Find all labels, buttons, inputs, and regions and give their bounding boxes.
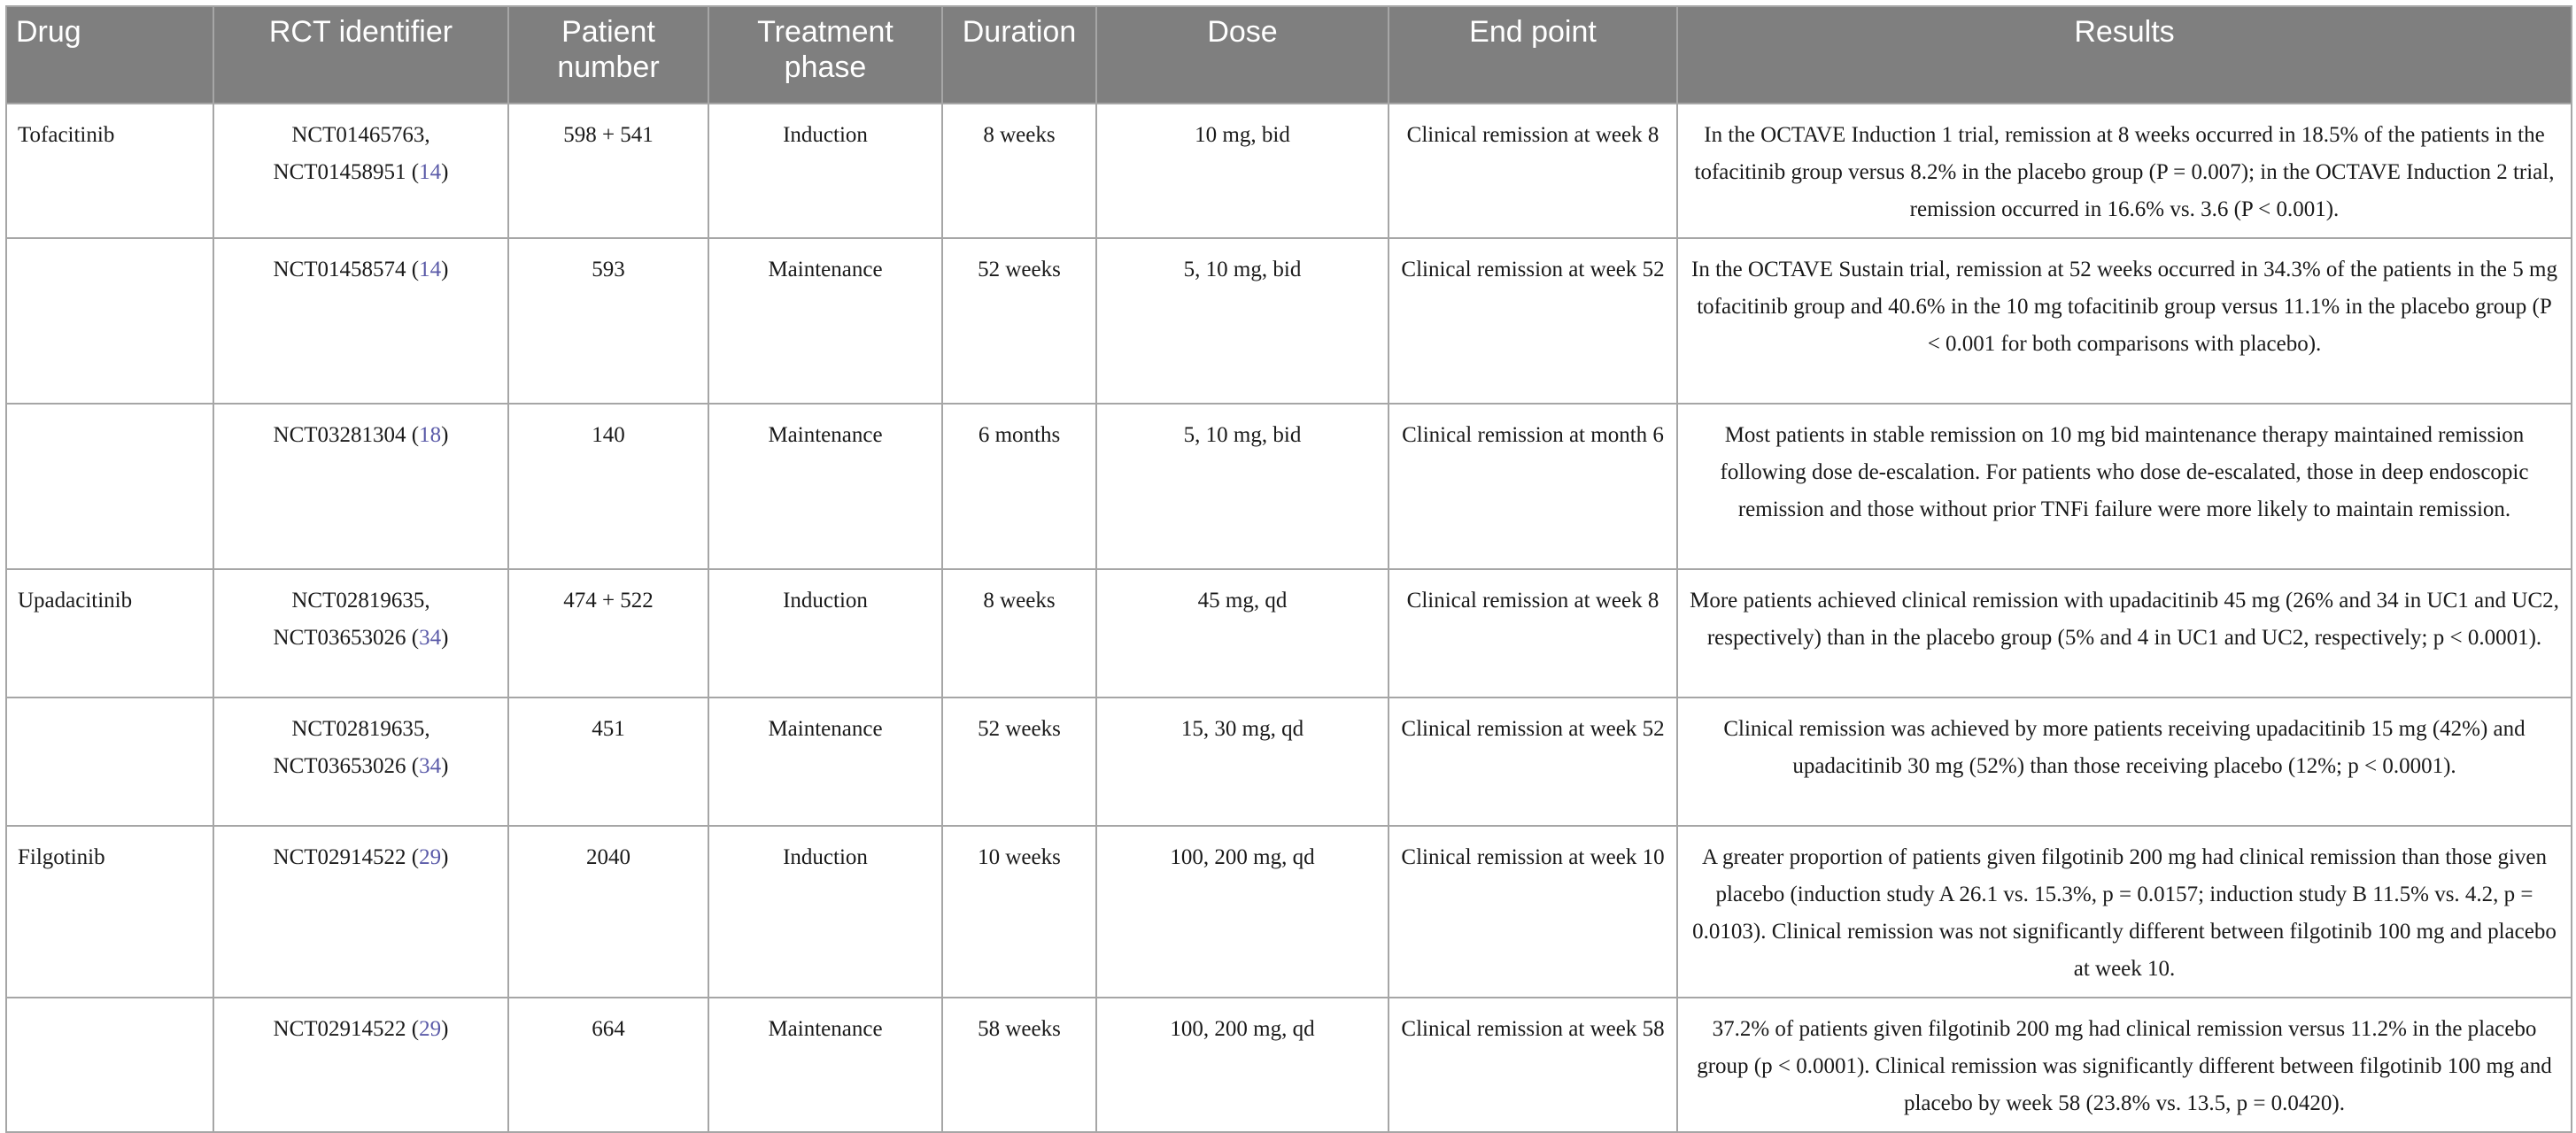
rct-id-text: NCT01458574 (: [273, 258, 420, 281]
patient-number-cell: 664: [508, 998, 708, 1132]
results-cell: In the OCTAVE Induction 1 trial, remission at 8 weeks occurred in 18.5% of the patients in the tofacitinib group versus 8.2% in the placebo group (P = 0.007); in the OCTAVE Induction 2 trial, remission occurred in 16.6% vs. 3.6 (P < 0.001).: [1677, 104, 2572, 238]
duration-cell: 58 weeks: [942, 998, 1096, 1132]
rct-id-text: NCT01465763, NCT01458951 (: [273, 123, 430, 184]
drug-cell: Tofacitinib: [6, 104, 213, 238]
rct-identifier-cell: [213, 238, 508, 404]
results-cell: More patients achieved clinical remission with upadacitinib 45 mg (26% and 34 in UC1 and UC2, respectively) than in the placebo group (5% and 4 in UC1 and UC2, respectively; p < 0.0001).: [1677, 569, 2572, 698]
treatment-phase-cell: Induction: [708, 569, 942, 698]
end-point-cell: Clinical remission at week 52: [1389, 698, 1677, 826]
rct-id-text: NCT03281304 (: [273, 423, 420, 447]
duration-cell: 52 weeks: [942, 698, 1096, 826]
rct-id-close: ): [441, 845, 449, 869]
dose-cell: 5, 10 mg, bid: [1096, 404, 1389, 569]
rct-id-text: NCT02914522 (: [273, 845, 420, 869]
header-end-point: End point: [1389, 6, 1677, 104]
dose-cell: 100, 200 mg, qd: [1096, 998, 1389, 1132]
table-row: [6, 404, 2572, 569]
header-row: [6, 6, 2572, 104]
end-point-cell: Clinical remission at week 8: [1389, 569, 1677, 698]
header-treatment-phase: Treatment phase: [708, 6, 942, 104]
reference-link[interactable]: 14: [419, 160, 442, 184]
treatment-phase-cell: Maintenance: [708, 404, 942, 569]
reference-link[interactable]: 34: [419, 626, 442, 650]
results-cell: Most patients in stable remission on 10 mg bid maintenance therapy maintained remission following dose de-escalation. For patients who dose de-escalated, those in deep endoscopic remission and those without prior TNFi failure were more likely to maintain remission.: [1677, 404, 2572, 569]
drug-cell: Filgotinib: [6, 826, 213, 998]
treatment-phase-cell: Maintenance: [708, 238, 942, 404]
rct-id-close: ): [441, 160, 449, 184]
rct-id-close: ): [441, 258, 449, 281]
drug-cell: [6, 238, 213, 404]
table-row: [6, 104, 2572, 238]
end-point-cell: Clinical remission at week 8: [1389, 104, 1677, 238]
end-point-cell: Clinical remission at week 10: [1389, 826, 1677, 998]
header-dose: Dose: [1096, 6, 1389, 104]
rct-id-close: ): [441, 626, 449, 650]
duration-cell: 8 weeks: [942, 104, 1096, 238]
rct-identifier-cell: [213, 569, 508, 698]
rct-identifier-cell: [213, 998, 508, 1132]
reference-link[interactable]: 34: [419, 754, 442, 778]
header-rct-identifier: RCT identifier: [213, 6, 508, 104]
table-row: [6, 998, 2572, 1132]
end-point-cell: Clinical remission at month 6: [1389, 404, 1677, 569]
results-cell: In the OCTAVE Sustain trial, remission at 52 weeks occurred in 34.3% of the patients in the 5 mg tofacitinib group and 40.6% in the 10 mg tofacitinib group versus 11.1% in the placebo group (P < 0.001 for both comparisons with placebo).: [1677, 238, 2572, 404]
rct-identifier-cell: [213, 104, 508, 238]
drug-cell: Upadacitinib: [6, 569, 213, 698]
header-patient-number: Patient number: [508, 6, 708, 104]
reference-link[interactable]: 14: [419, 258, 442, 281]
dose-cell: 100, 200 mg, qd: [1096, 826, 1389, 998]
treatment-phase-cell: Induction: [708, 826, 942, 998]
rct-id-text: NCT02819635, NCT03653026 (: [273, 717, 430, 778]
header-drug: Drug: [6, 6, 213, 104]
patient-number-cell: 2040: [508, 826, 708, 998]
table-row: [6, 238, 2572, 404]
patient-number-cell: 598 + 541: [508, 104, 708, 238]
reference-link[interactable]: 29: [419, 1017, 442, 1041]
drug-cell: [6, 998, 213, 1132]
patient-number-cell: 474 + 522: [508, 569, 708, 698]
duration-cell: 10 weeks: [942, 826, 1096, 998]
results-cell: 37.2% of patients given filgotinib 200 mg had clinical remission versus 11.2% in the placebo group (p < 0.0001). Clinical remission was significantly different between filgotinib 100 mg and placebo by week 58 (23.8% vs. 13.5, p = 0.0420).: [1677, 998, 2572, 1132]
reference-link[interactable]: 18: [419, 423, 442, 447]
patient-number-cell: 140: [508, 404, 708, 569]
dose-cell: 10 mg, bid: [1096, 104, 1389, 238]
patient-number-cell: 593: [508, 238, 708, 404]
rct-identifier-cell: [213, 404, 508, 569]
rct-identifier-cell: [213, 826, 508, 998]
treatment-phase-cell: Maintenance: [708, 998, 942, 1132]
table-row: [6, 698, 2572, 826]
rct-id-text: NCT02914522 (: [273, 1017, 420, 1041]
results-cell: Clinical remission was achieved by more patients receiving upadacitinib 15 mg (42%) and upadacitinib 30 mg (52%) than those receiving placebo (12%; p < 0.0001).: [1677, 698, 2572, 826]
header-duration: Duration: [942, 6, 1096, 104]
table-row: [6, 569, 2572, 698]
header-results: Results: [1677, 6, 2572, 104]
rct-id-close: ): [441, 1017, 449, 1041]
end-point-cell: Clinical remission at week 52: [1389, 238, 1677, 404]
treatment-phase-cell: Maintenance: [708, 698, 942, 826]
dose-cell: 45 mg, qd: [1096, 569, 1389, 698]
dose-cell: 5, 10 mg, bid: [1096, 238, 1389, 404]
drug-cell: [6, 404, 213, 569]
drug-cell: [6, 698, 213, 826]
rct-table: [5, 5, 2572, 1133]
results-cell: A greater proportion of patients given filgotinib 200 mg had clinical remission than those given placebo (induction study A 26.1 vs. 15.3%, p = 0.0157; induction study B 11.5% vs. 4.2, p = 0.0103). Clinical remission was not significantly different between filgotinib 100 mg and placebo at week 10.: [1677, 826, 2572, 998]
rct-id-close: ): [441, 754, 449, 778]
rct-id-close: ): [441, 423, 449, 447]
table-row: [6, 826, 2572, 998]
rct-identifier-cell: [213, 698, 508, 826]
dose-cell: 15, 30 mg, qd: [1096, 698, 1389, 826]
treatment-phase-cell: Induction: [708, 104, 942, 238]
rct-id-text: NCT02819635, NCT03653026 (: [273, 589, 430, 650]
reference-link[interactable]: 29: [419, 845, 442, 869]
duration-cell: 6 months: [942, 404, 1096, 569]
duration-cell: 8 weeks: [942, 569, 1096, 698]
end-point-cell: Clinical remission at week 58: [1389, 998, 1677, 1132]
patient-number-cell: 451: [508, 698, 708, 826]
duration-cell: 52 weeks: [942, 238, 1096, 404]
